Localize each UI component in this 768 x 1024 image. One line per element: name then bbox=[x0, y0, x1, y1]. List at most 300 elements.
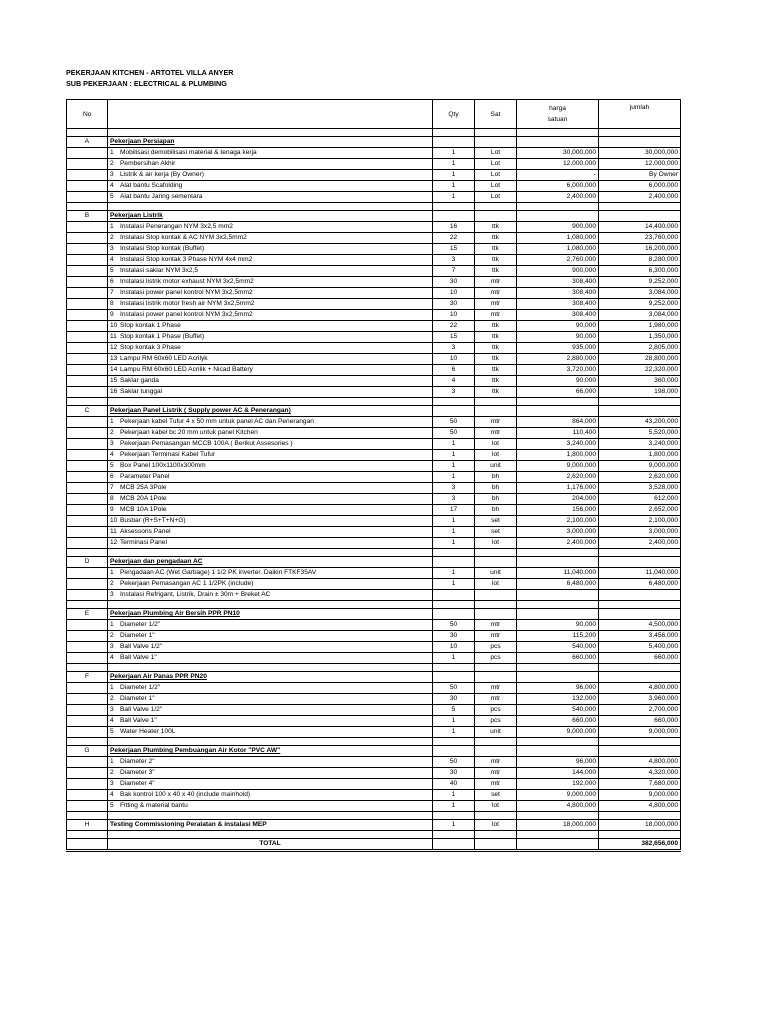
item-description: Busbar (R+S+T+N+G) bbox=[120, 517, 186, 524]
item-number: 7 bbox=[110, 289, 114, 296]
sat-cell: mtr bbox=[475, 310, 517, 321]
table-row bbox=[67, 450, 681, 461]
item-description: Diameter 2" bbox=[120, 758, 155, 765]
item-number: 15 bbox=[110, 377, 118, 384]
jumlah-cell: 14,400,000 bbox=[599, 222, 681, 233]
spacer-cell bbox=[475, 664, 517, 672]
harga-cell: 9,000,000 bbox=[517, 461, 599, 472]
item-description: MCB 10A 1Pole bbox=[120, 506, 167, 513]
spacer-cell bbox=[108, 129, 433, 137]
spacer-cell bbox=[475, 831, 517, 839]
total-qty-cell bbox=[433, 839, 475, 851]
qty-cell: 30 bbox=[433, 694, 475, 705]
sat-cell: mtr bbox=[475, 299, 517, 310]
spacer-row bbox=[67, 831, 681, 839]
table-row bbox=[67, 579, 681, 590]
qty-cell: 30 bbox=[433, 277, 475, 288]
description-cell bbox=[108, 483, 433, 494]
section-title: Pekerjaan dan pengadaan AC bbox=[108, 557, 433, 568]
item-number: 7 bbox=[110, 484, 114, 491]
sat-cell: ttk bbox=[475, 332, 517, 343]
no-cell bbox=[67, 642, 108, 653]
table-row bbox=[67, 332, 681, 343]
item-description: Pekerjaan kabel Tufur 4 x 50 mm untuk panel AC dan Penerangan bbox=[120, 418, 314, 425]
total-no-cell bbox=[67, 839, 108, 851]
qty-cell: 22 bbox=[433, 321, 475, 332]
jumlah-cell: 3,528,000 bbox=[599, 483, 681, 494]
item-description: Diameter 1/2" bbox=[120, 684, 161, 691]
sat-cell: bh bbox=[475, 472, 517, 483]
sat-cell: bh bbox=[475, 494, 517, 505]
jumlah-cell: 6,000,000 bbox=[599, 181, 681, 192]
qty-cell: 16 bbox=[433, 222, 475, 233]
jumlah-cell: 612,000 bbox=[599, 494, 681, 505]
table-row bbox=[67, 354, 681, 365]
spacer-cell bbox=[108, 203, 433, 211]
table-row bbox=[67, 387, 681, 398]
jumlah-cell: 660,000 bbox=[599, 653, 681, 664]
no-cell bbox=[67, 801, 108, 812]
no-cell bbox=[67, 321, 108, 332]
qty-cell: 1 bbox=[433, 181, 475, 192]
section-title: Pekerjaan Listrik bbox=[108, 211, 433, 222]
spacer-cell bbox=[517, 398, 599, 406]
qty-cell: 50 bbox=[433, 428, 475, 439]
table-row bbox=[67, 192, 681, 203]
item-number: 12 bbox=[110, 539, 118, 546]
item-number: 5 bbox=[110, 728, 114, 735]
sat-cell: lot bbox=[475, 450, 517, 461]
harga-cell: 90,000 bbox=[517, 376, 599, 387]
description-cell bbox=[108, 568, 433, 579]
spacer-cell bbox=[599, 601, 681, 609]
qty-cell bbox=[433, 406, 475, 417]
section-row bbox=[67, 406, 681, 417]
description-cell bbox=[108, 653, 433, 664]
jumlah-cell: 28,800,000 bbox=[599, 354, 681, 365]
qty-cell: 1 bbox=[433, 170, 475, 181]
item-description: Fitting & material bantu bbox=[120, 802, 188, 809]
spacer-cell bbox=[67, 601, 108, 609]
sat-cell: set bbox=[475, 527, 517, 538]
harga-cell bbox=[517, 406, 599, 417]
no-cell bbox=[67, 376, 108, 387]
qty-cell: 10 bbox=[433, 642, 475, 653]
qty-cell bbox=[433, 557, 475, 568]
item-number: 9 bbox=[110, 506, 114, 513]
description-cell bbox=[108, 376, 433, 387]
item-description: Pembersihan Akhir bbox=[120, 160, 176, 167]
description-cell bbox=[108, 579, 433, 590]
harga-cell: 96,000 bbox=[517, 757, 599, 768]
item-number: 13 bbox=[110, 355, 118, 362]
item-number: 8 bbox=[110, 495, 114, 502]
sat-cell: mtr bbox=[475, 757, 517, 768]
jumlah-cell: 5,520,000 bbox=[599, 428, 681, 439]
no-cell bbox=[67, 779, 108, 790]
item-description: Pekerjaan Terminasi Kabel Tufur bbox=[120, 451, 216, 458]
spacer-cell bbox=[108, 601, 433, 609]
no-cell bbox=[67, 310, 108, 321]
qty-cell: 1 bbox=[433, 148, 475, 159]
harga-cell: 18,000,000 bbox=[517, 820, 599, 831]
qty-cell: 1 bbox=[433, 727, 475, 738]
table-row bbox=[67, 705, 681, 716]
spacer-cell bbox=[433, 812, 475, 820]
item-description: Stop kontak 1 Phase (Buffet) bbox=[120, 333, 205, 340]
harga-cell bbox=[517, 609, 599, 620]
table-row bbox=[67, 266, 681, 277]
spacer-cell bbox=[67, 664, 108, 672]
section-code: C bbox=[67, 406, 108, 417]
table-row bbox=[67, 428, 681, 439]
no-cell bbox=[67, 716, 108, 727]
no-cell bbox=[67, 170, 108, 181]
no-cell bbox=[67, 705, 108, 716]
sat-cell: mtr bbox=[475, 779, 517, 790]
qty-cell: 17 bbox=[433, 505, 475, 516]
table-row bbox=[67, 568, 681, 579]
sat-cell: ttk bbox=[475, 376, 517, 387]
description-cell bbox=[108, 428, 433, 439]
table-row bbox=[67, 321, 681, 332]
item-description: Saklar ganda bbox=[120, 377, 159, 384]
harga-cell: 66,000 bbox=[517, 387, 599, 398]
item-description: Pengadaan AC (Wet Garbage) 1 1/2 PK inverter. Daikin FTKF35AV bbox=[120, 569, 317, 576]
item-description: Pekerjaan Pemasangan AC 1 1/2PK (include) bbox=[120, 580, 254, 587]
sat-cell bbox=[475, 609, 517, 620]
item-description: Pekerjaan kabel bc 20 mm untuk panel Kitchen bbox=[120, 429, 258, 436]
item-description: Stop kontak 3 Phase bbox=[120, 344, 181, 351]
no-cell bbox=[67, 428, 108, 439]
description-cell bbox=[108, 620, 433, 631]
table-row bbox=[67, 417, 681, 428]
item-number: 2 bbox=[110, 580, 114, 587]
spacer-cell bbox=[517, 831, 599, 839]
jumlah-cell: 9,000,000 bbox=[599, 790, 681, 801]
section-row bbox=[67, 557, 681, 568]
description-cell bbox=[108, 299, 433, 310]
harga-cell: 864,000 bbox=[517, 417, 599, 428]
jumlah-cell: 30,000,000 bbox=[599, 148, 681, 159]
item-description: Diameter 3" bbox=[120, 769, 155, 776]
spacer-row bbox=[67, 398, 681, 406]
description-cell bbox=[108, 683, 433, 694]
item-description: Instalasi saklar NYM 3x2,5 bbox=[120, 267, 199, 274]
no-cell bbox=[67, 527, 108, 538]
spacer-cell bbox=[475, 203, 517, 211]
spacer-row bbox=[67, 738, 681, 746]
table-row bbox=[67, 801, 681, 812]
no-cell bbox=[67, 222, 108, 233]
sat-cell: unit bbox=[475, 568, 517, 579]
no-cell bbox=[67, 244, 108, 255]
jumlah-cell: By Owner bbox=[599, 170, 681, 181]
sat-cell: pcs bbox=[475, 642, 517, 653]
table-row bbox=[67, 683, 681, 694]
description-cell bbox=[108, 233, 433, 244]
qty-cell: 3 bbox=[433, 255, 475, 266]
sat-cell: Lot bbox=[475, 170, 517, 181]
table-row bbox=[67, 244, 681, 255]
jumlah-cell: 16,200,000 bbox=[599, 244, 681, 255]
sat-cell: ttk bbox=[475, 387, 517, 398]
description-cell bbox=[108, 516, 433, 527]
qty-cell: 3 bbox=[433, 343, 475, 354]
sat-cell: pcs bbox=[475, 653, 517, 664]
description-cell bbox=[108, 801, 433, 812]
description-cell bbox=[108, 181, 433, 192]
item-number: 14 bbox=[110, 366, 118, 373]
section-row bbox=[67, 820, 681, 831]
table-row bbox=[67, 233, 681, 244]
spacer-cell bbox=[599, 129, 681, 137]
no-cell bbox=[67, 494, 108, 505]
sat-cell: lot bbox=[475, 801, 517, 812]
harga-cell bbox=[517, 557, 599, 568]
sat-cell: pcs bbox=[475, 716, 517, 727]
document-title: PEKERJAAN KITCHEN - ARTOTEL VILLA ANYER bbox=[66, 68, 234, 77]
spacer-cell bbox=[517, 601, 599, 609]
header-no: No bbox=[67, 100, 108, 129]
harga-cell: 660,000 bbox=[517, 716, 599, 727]
jumlah-cell: 2,100,000 bbox=[599, 516, 681, 527]
harga-cell: 3,240,000 bbox=[517, 439, 599, 450]
item-number: 9 bbox=[110, 311, 114, 318]
harga-cell: 90,000 bbox=[517, 332, 599, 343]
jumlah-cell bbox=[599, 211, 681, 222]
sat-cell: mtr bbox=[475, 428, 517, 439]
section-title: Pekerjaan Persiapan bbox=[108, 137, 433, 148]
item-number: 2 bbox=[110, 234, 114, 241]
no-cell bbox=[67, 299, 108, 310]
table-row bbox=[67, 439, 681, 450]
jumlah-cell: 11,040,000 bbox=[599, 568, 681, 579]
sat-cell: bh bbox=[475, 483, 517, 494]
harga-cell: 2,400,000 bbox=[517, 192, 599, 203]
sat-cell: unit bbox=[475, 461, 517, 472]
qty-cell: 1 bbox=[433, 159, 475, 170]
qty-cell bbox=[433, 609, 475, 620]
harga-cell: 6,000,000 bbox=[517, 181, 599, 192]
table-row bbox=[67, 365, 681, 376]
no-cell bbox=[67, 768, 108, 779]
spacer-cell bbox=[433, 129, 475, 137]
item-number: 2 bbox=[110, 429, 114, 436]
item-number: 1 bbox=[110, 569, 114, 576]
item-number: 5 bbox=[110, 802, 114, 809]
no-cell bbox=[67, 727, 108, 738]
no-cell bbox=[67, 579, 108, 590]
sat-cell: lot bbox=[475, 538, 517, 549]
item-number: 3 bbox=[110, 440, 114, 447]
description-cell bbox=[108, 590, 433, 601]
harga-cell: 3,000,000 bbox=[517, 527, 599, 538]
no-cell bbox=[67, 233, 108, 244]
item-number: 2 bbox=[110, 632, 114, 639]
section-row bbox=[67, 609, 681, 620]
spacer-cell bbox=[517, 129, 599, 137]
no-cell bbox=[67, 192, 108, 203]
section-code: D bbox=[67, 557, 108, 568]
description-cell bbox=[108, 354, 433, 365]
jumlah-cell bbox=[599, 137, 681, 148]
table-row bbox=[67, 483, 681, 494]
item-description: Instalasi Penerangan NYM 3x2,5 mm2 bbox=[120, 223, 233, 230]
spacer-cell bbox=[517, 812, 599, 820]
section-title: Pekerjaan Plumbing Pembuangan Air Kotor "PVC AW" bbox=[108, 746, 433, 757]
no-cell bbox=[67, 354, 108, 365]
description-cell bbox=[108, 631, 433, 642]
description-cell bbox=[108, 494, 433, 505]
qty-cell bbox=[433, 746, 475, 757]
jumlah-cell: 4,800,000 bbox=[599, 801, 681, 812]
no-cell bbox=[67, 343, 108, 354]
harga-cell: 1,080,000 bbox=[517, 244, 599, 255]
item-number: 3 bbox=[110, 591, 114, 598]
harga-cell: 204,000 bbox=[517, 494, 599, 505]
table-row bbox=[67, 472, 681, 483]
spacer-cell bbox=[475, 129, 517, 137]
spacer-cell bbox=[67, 129, 108, 137]
total-label: TOTAL bbox=[108, 839, 433, 851]
harga-cell: 30,000,000 bbox=[517, 148, 599, 159]
spacer-row bbox=[67, 664, 681, 672]
table-row bbox=[67, 768, 681, 779]
header-sat: Sat bbox=[475, 100, 517, 129]
table-row bbox=[67, 757, 681, 768]
no-cell bbox=[67, 790, 108, 801]
jumlah-cell: 43,200,000 bbox=[599, 417, 681, 428]
sat-cell: lot bbox=[475, 439, 517, 450]
description-cell bbox=[108, 266, 433, 277]
item-description: Saklar tunggal bbox=[120, 388, 163, 395]
spacer-cell bbox=[108, 664, 433, 672]
jumlah-cell bbox=[599, 557, 681, 568]
no-cell bbox=[67, 277, 108, 288]
jumlah-cell: 7,680,000 bbox=[599, 779, 681, 790]
sat-cell bbox=[475, 557, 517, 568]
harga-cell: 900,000 bbox=[517, 266, 599, 277]
item-description: Lampu RM 60x60 LED Acrilyk bbox=[120, 355, 208, 362]
qty-cell: 15 bbox=[433, 332, 475, 343]
item-description: Diameter 1/2" bbox=[120, 621, 161, 628]
item-description: Mobilisasi demobilisasi material & tenaga kerja bbox=[120, 149, 257, 156]
qty-cell: 1 bbox=[433, 716, 475, 727]
table-row bbox=[67, 779, 681, 790]
no-cell bbox=[67, 694, 108, 705]
item-description: Ball Valve 1/2" bbox=[120, 643, 163, 650]
jumlah-cell: 1,800,000 bbox=[599, 450, 681, 461]
spacer-cell bbox=[433, 549, 475, 557]
description-cell bbox=[108, 148, 433, 159]
jumlah-cell: 660,000 bbox=[599, 716, 681, 727]
spacer-cell bbox=[599, 203, 681, 211]
item-description: Ball Valve 1" bbox=[120, 654, 157, 661]
jumlah-cell: 9,000,000 bbox=[599, 727, 681, 738]
section-code: E bbox=[67, 609, 108, 620]
harga-cell: 2,400,000 bbox=[517, 538, 599, 549]
item-description: Listrik & air kerja (By Owner) bbox=[120, 171, 204, 178]
no-cell bbox=[67, 461, 108, 472]
harga-cell: 3,720,000 bbox=[517, 365, 599, 376]
description-cell bbox=[108, 694, 433, 705]
qty-cell: 30 bbox=[433, 631, 475, 642]
jumlah-cell: 4,800,000 bbox=[599, 757, 681, 768]
description-cell bbox=[108, 768, 433, 779]
jumlah-cell: 3,084,000 bbox=[599, 288, 681, 299]
description-cell bbox=[108, 387, 433, 398]
harga-cell: 308,400 bbox=[517, 310, 599, 321]
item-number: 6 bbox=[110, 278, 114, 285]
qty-cell: 50 bbox=[433, 417, 475, 428]
no-cell bbox=[67, 365, 108, 376]
section-code: A bbox=[67, 137, 108, 148]
jumlah-cell bbox=[599, 406, 681, 417]
section-code: H bbox=[67, 820, 108, 831]
sat-cell: Lot bbox=[475, 192, 517, 203]
spacer-cell bbox=[475, 549, 517, 557]
no-cell bbox=[67, 288, 108, 299]
table-row bbox=[67, 222, 681, 233]
description-cell bbox=[108, 255, 433, 266]
item-number: 2 bbox=[110, 769, 114, 776]
spacer-cell bbox=[517, 664, 599, 672]
qty-cell: 1 bbox=[433, 192, 475, 203]
qty-cell: 40 bbox=[433, 779, 475, 790]
harga-cell: 900,000 bbox=[517, 222, 599, 233]
spacer-cell bbox=[599, 831, 681, 839]
qty-cell: 4 bbox=[433, 376, 475, 387]
document-subtitle: SUB PEKERJAAN : ELECTRICAL & PLUMBING bbox=[66, 79, 227, 88]
table-row bbox=[67, 376, 681, 387]
qty-cell bbox=[433, 672, 475, 683]
no-cell bbox=[67, 483, 108, 494]
description-cell bbox=[108, 505, 433, 516]
cost-table bbox=[66, 99, 681, 852]
table-row bbox=[67, 590, 681, 601]
qty-cell: 1 bbox=[433, 579, 475, 590]
sat-cell: Lot bbox=[475, 159, 517, 170]
description-cell bbox=[108, 790, 433, 801]
item-description: Aksessoris Panel bbox=[120, 528, 171, 535]
qty-cell: 1 bbox=[433, 527, 475, 538]
qty-cell: 1 bbox=[433, 439, 475, 450]
item-number: 6 bbox=[110, 473, 114, 480]
description-cell bbox=[108, 332, 433, 343]
table-row bbox=[67, 343, 681, 354]
sat-cell: ttk bbox=[475, 233, 517, 244]
qty-cell: 1 bbox=[433, 568, 475, 579]
harga-cell: 308,400 bbox=[517, 299, 599, 310]
description-cell bbox=[108, 450, 433, 461]
jumlah-cell: 18,000,000 bbox=[599, 820, 681, 831]
sat-cell: ttk bbox=[475, 365, 517, 376]
item-number: 4 bbox=[110, 182, 114, 189]
jumlah-cell: 3,456,000 bbox=[599, 631, 681, 642]
table-row bbox=[67, 181, 681, 192]
item-description: Stop kontak 1 Phase bbox=[120, 322, 181, 329]
item-number: 8 bbox=[110, 300, 114, 307]
jumlah-cell: 4,320,000 bbox=[599, 768, 681, 779]
description-cell bbox=[108, 757, 433, 768]
jumlah-cell: 1,980,000 bbox=[599, 321, 681, 332]
no-cell bbox=[67, 181, 108, 192]
no-cell bbox=[67, 683, 108, 694]
item-number: 4 bbox=[110, 451, 114, 458]
item-number: 1 bbox=[110, 758, 114, 765]
item-number: 5 bbox=[110, 462, 114, 469]
